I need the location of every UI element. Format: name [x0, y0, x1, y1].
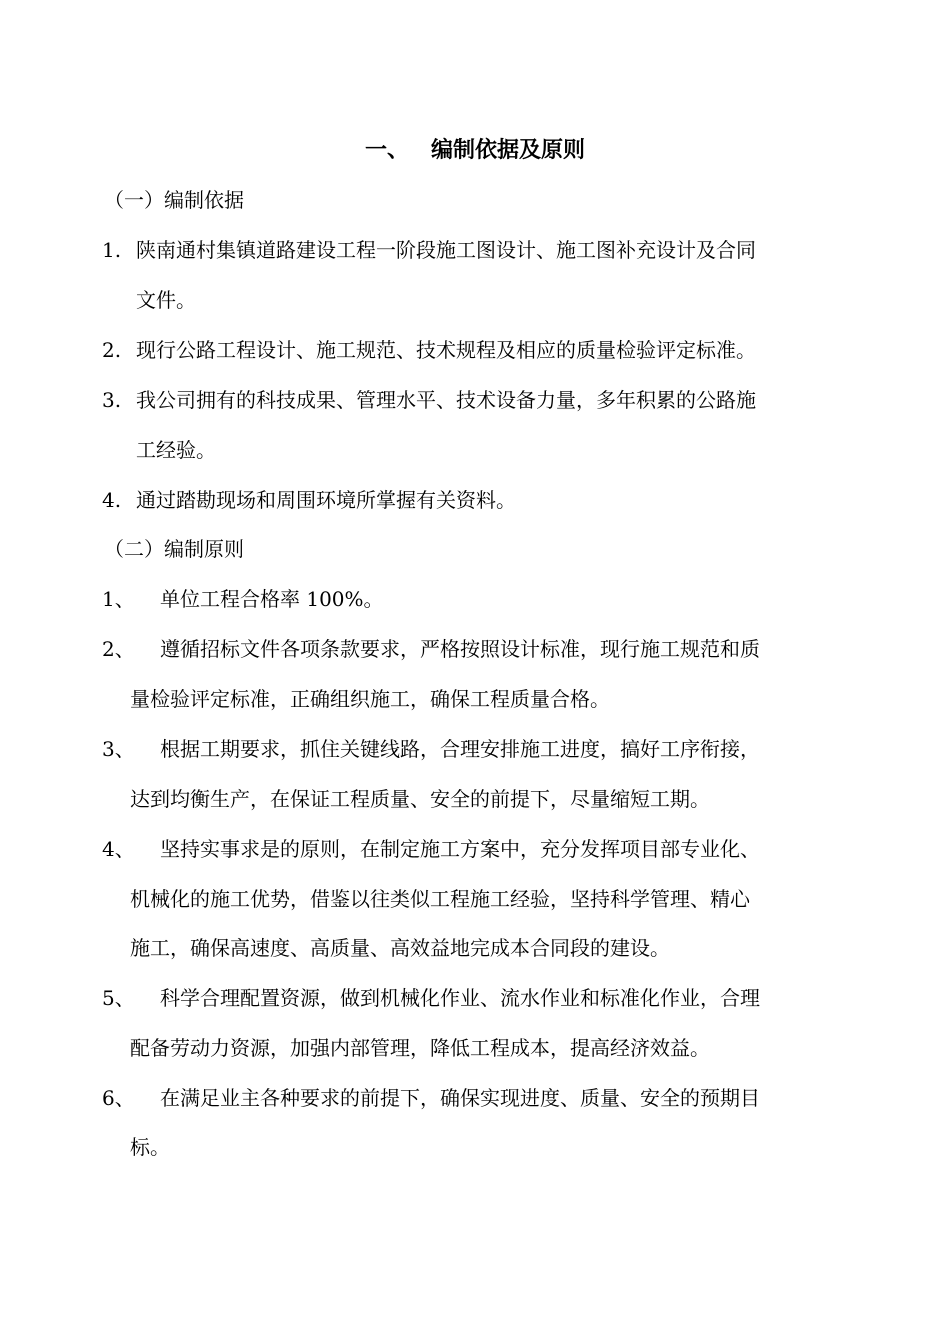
- principle-item-6: [102, 1083, 760, 1113]
- principle-item-6-continuation: 标。: [130, 1135, 170, 1159]
- basis-item-3: [102, 385, 756, 415]
- item-text: 在满足业主各种要求的前提下，确保实现进度、质量、安全的预期目: [160, 1086, 760, 1110]
- item-marker: 1.: [102, 238, 122, 262]
- section-heading-basis: （一）编制依据: [104, 188, 244, 212]
- item-marker: 5、: [102, 986, 135, 1010]
- principle-item-4-continuation-2: 施工，确保高速度、高质量、高效益地完成本合同段的建设。: [130, 936, 670, 960]
- principle-item-2: [102, 634, 760, 664]
- item-text: 单位工程合格率 100%。: [160, 587, 384, 611]
- item-text: 根据工期要求，抓住关键线路，合理安排施工进度，搞好工序衔接，: [160, 737, 760, 761]
- item-text: 通过踏勘现场和周围环境所掌握有关资料。: [136, 488, 516, 512]
- item-marker: 1、: [102, 587, 135, 611]
- item-marker: 4、: [102, 837, 135, 861]
- basis-item-1-continuation: 文件。: [136, 288, 196, 312]
- item-marker: 6、: [102, 1086, 135, 1110]
- basis-item-3-continuation: 工经验。: [136, 438, 216, 462]
- principle-item-4-continuation: 机械化的施工优势，借鉴以往类似工程施工经验，坚持科学管理、精心: [130, 887, 750, 911]
- section-heading-principles: （二）编制原则: [104, 537, 244, 561]
- principle-item-4: [102, 834, 760, 864]
- item-text: 我公司拥有的科技成果、管理水平、技术设备力量，多年积累的公路施: [136, 388, 756, 412]
- basis-item-4: [102, 485, 516, 515]
- item-marker: 3、: [102, 737, 135, 761]
- principle-item-1: [102, 584, 384, 614]
- item-text: 坚持实事求是的原则，在制定施工方案中，充分发挥项目部专业化、: [160, 837, 760, 861]
- page-title: [0, 134, 950, 168]
- principle-item-5: [102, 983, 760, 1013]
- title-text: 编制依据及原则: [431, 138, 586, 163]
- title-number: 一、: [364, 138, 409, 163]
- principle-item-5-continuation: 配备劳动力资源，加强内部管理，降低工程成本，提高经济效益。: [130, 1036, 710, 1060]
- item-text: 科学合理配置资源，做到机械化作业、流水作业和标准化作业，合理: [160, 986, 760, 1010]
- item-marker: 2.: [102, 338, 122, 362]
- principle-item-3: [102, 734, 760, 764]
- item-text: 现行公路工程设计、施工规范、技术规程及相应的质量检验评定标准。: [136, 338, 756, 362]
- basis-item-1: [102, 235, 756, 265]
- principle-item-3-continuation: 达到均衡生产，在保证工程质量、安全的前提下，尽量缩短工期。: [130, 787, 710, 811]
- item-marker: 3.: [102, 388, 122, 412]
- item-marker: 2、: [102, 637, 135, 661]
- principle-item-2-continuation: 量检验评定标准，正确组织施工，确保工程质量合格。: [130, 687, 610, 711]
- basis-item-2: [102, 335, 756, 365]
- item-marker: 4.: [102, 488, 122, 512]
- item-text: 遵循招标文件各项条款要求，严格按照设计标准，现行施工规范和质: [160, 637, 760, 661]
- item-text: 陕南通村集镇道路建设工程一阶段施工图设计、施工图补充设计及合同: [136, 238, 756, 262]
